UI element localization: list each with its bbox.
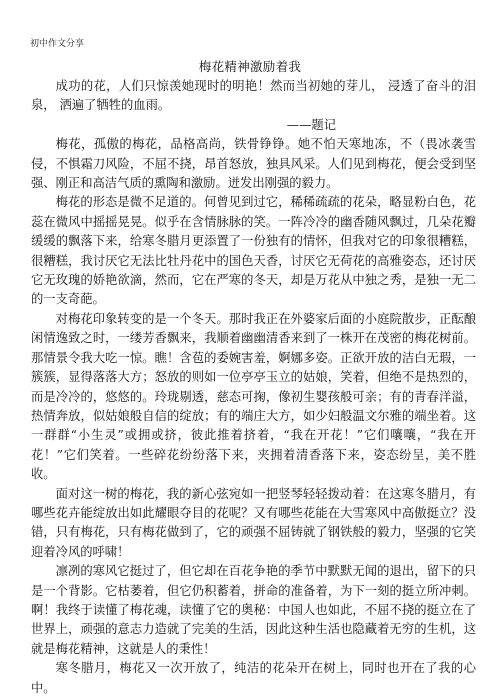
paragraph: 对梅花印象转变的是一个冬天。那时我正在外婆家后面的小庭院散步，正酝酿闲情逸致之时，一缕芳香飘来，我顺着幽幽清香来到了一株开在茂密的梅花树前。那情景令我大吃一惊。瞧！含苞的委婉害羞，婀娜多姿。正欲开放的洁白无瑕，一簇簇，显得落落大方；怒放的则如一位亭亭玉立的姑娘，笑着，但绝不是热烈的，而是冷冷的，悠悠的。玲珑剔透，慈态可掬，像初生婴孩般可亲；有的青春洋溢，热情奔放，似姑娘般自信的绽放；有的端庄大方，如少妇般温文尔雅的端坐着。这一群群“小生灵”或拥或挤，彼此推着挤着，“我在开花！”它们嚷嚷，“我在开花！”它们笑着。一些碎花纷纷落下来，夹拥着清香落下来，姿态纷呈，美不胜收。 [31, 311, 476, 482]
article-title: 梅花精神激励着我 [198, 59, 302, 74]
paragraph: 梅花的形态是微不足道的。何曾见到过它，稀稀疏疏的花朵，略显粉白色，花蕊在微风中摇摇晃晃。似乎在含情脉脉的笑。一阵冷冷的幽香随风飘过，几朵花瓣缓缓的飘落下来，给寒冬腊月更添置了一份独有的情怀，但我对它的印象很糟糕，很糟糕，我讨厌它无法比牡丹花中的国色天香，讨厌它无荷花的高雅姿态，还讨厌它无玫瑰的娇艳欲滴，然而，它在严寒的冬天，却是万花从中独之秀，是独一无二的一支奇葩。 [31, 195, 476, 307]
header-label: 初中作文分享 [30, 39, 85, 49]
paragraph: 梅花，孤傲的梅花，品格高尚，铁骨铮铮。她不怕天寒地冻，不（畏冰袭雪侵，不惧霜刀风险，不屈不挠，昂首怒放，独具风采。人们见到梅花，便会受到坚强、刚正和高洁气质的熏陶和激励。迸发出刚强的毅力。 [31, 137, 476, 191]
article-body [31, 77, 476, 698]
paragraph: 凛冽的寒风它挺过了，但它却在百花争艳的季节中默默无闻的退出，留下的只是一个背影。它枯萎着，但它仍积蓄着，拼命的准备着，为下一刻的挺立所冲刺。啊！我终于读懂了梅花魂，读懂了它的奥秘：中国人也如此，不屈不挠的挺立在了世界上，顽强的意志力造就了完美的生活，因此这种生活也隐藏着无穷的生机，这就是梅花精神，这就是人的秉性！ [31, 564, 476, 656]
epigraph-attribution: ——题记 [286, 117, 336, 132]
epigraph: 成功的花，人们只惊羡她现时的明艳！然而当初她的芽儿， 浸透了奋斗的泪泉， 洒遍了牺牲的血雨。 [31, 79, 476, 113]
paragraph: 寒冬腊月，梅花又一次开放了，纯洁的花朵开在树上，同时也开在了我的心中。 [31, 661, 476, 695]
paragraph: 面对这一树的梅花，我的新心弦宛如一把竖琴轻轻拨动着：在这寒冬腊月，有哪些花卉能绽放出如此耀眼夺目的花呢？又有哪些花能在大雪寒风中高傲挺立？没错，只有梅花，只有梅花做到了，它的顽强不屈铸就了钢铁般的毅力，坚强的它笑迎着冷风的呼啸！ [31, 486, 476, 559]
